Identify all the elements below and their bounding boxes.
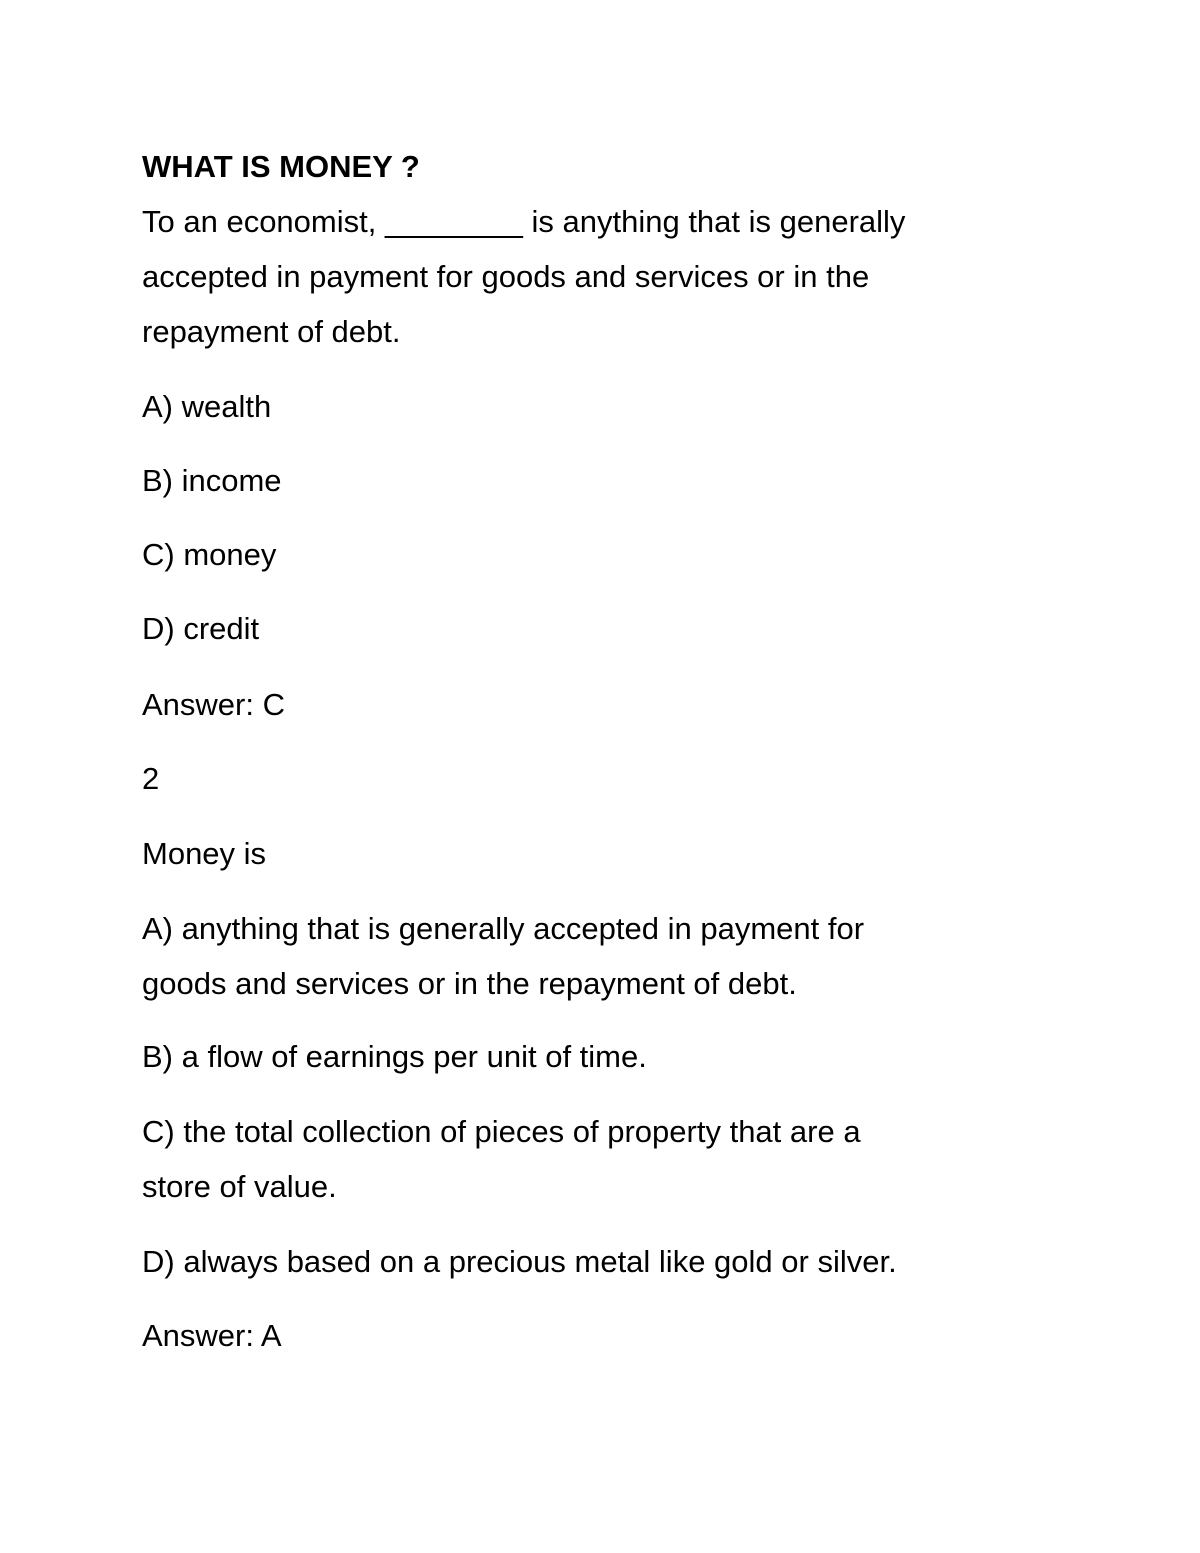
question-2-option-d: D) always based on a precious metal like gold or silver. xyxy=(142,1244,897,1279)
question-1-answer: Answer: C xyxy=(142,687,285,722)
question-2-option-a-line-1: A) anything that is generally accepted in payment for xyxy=(142,911,865,946)
page-title: WHAT IS MONEY ? xyxy=(142,149,420,184)
question-2-option-a-line-2: goods and services or in the repayment of debt. xyxy=(142,966,797,1001)
question-1-stem-line-1: To an economist, ________ is anything that is generally xyxy=(142,204,906,239)
question-2-option-c-line-2: store of value. xyxy=(142,1169,337,1204)
question-2-answer: Answer: A xyxy=(142,1318,282,1353)
question-2-stem: Money is xyxy=(142,836,267,871)
document-page xyxy=(142,0,1042,1553)
question-1-stem-line-2: accepted in payment for goods and services or in the xyxy=(142,259,870,294)
question-1-option-d: D) credit xyxy=(142,611,260,646)
question-1-option-a: A) wealth xyxy=(142,389,272,424)
question-2-option-c-line-1: C) the total collection of pieces of property that are a xyxy=(142,1114,861,1149)
question-2-option-b: B) a flow of earnings per unit of time. xyxy=(142,1039,647,1074)
question-1-option-b: B) income xyxy=(142,463,282,498)
question-2-number: 2 xyxy=(142,761,160,796)
question-1-option-c: C) money xyxy=(142,537,277,572)
question-1-stem-line-3: repayment of debt. xyxy=(142,314,401,349)
